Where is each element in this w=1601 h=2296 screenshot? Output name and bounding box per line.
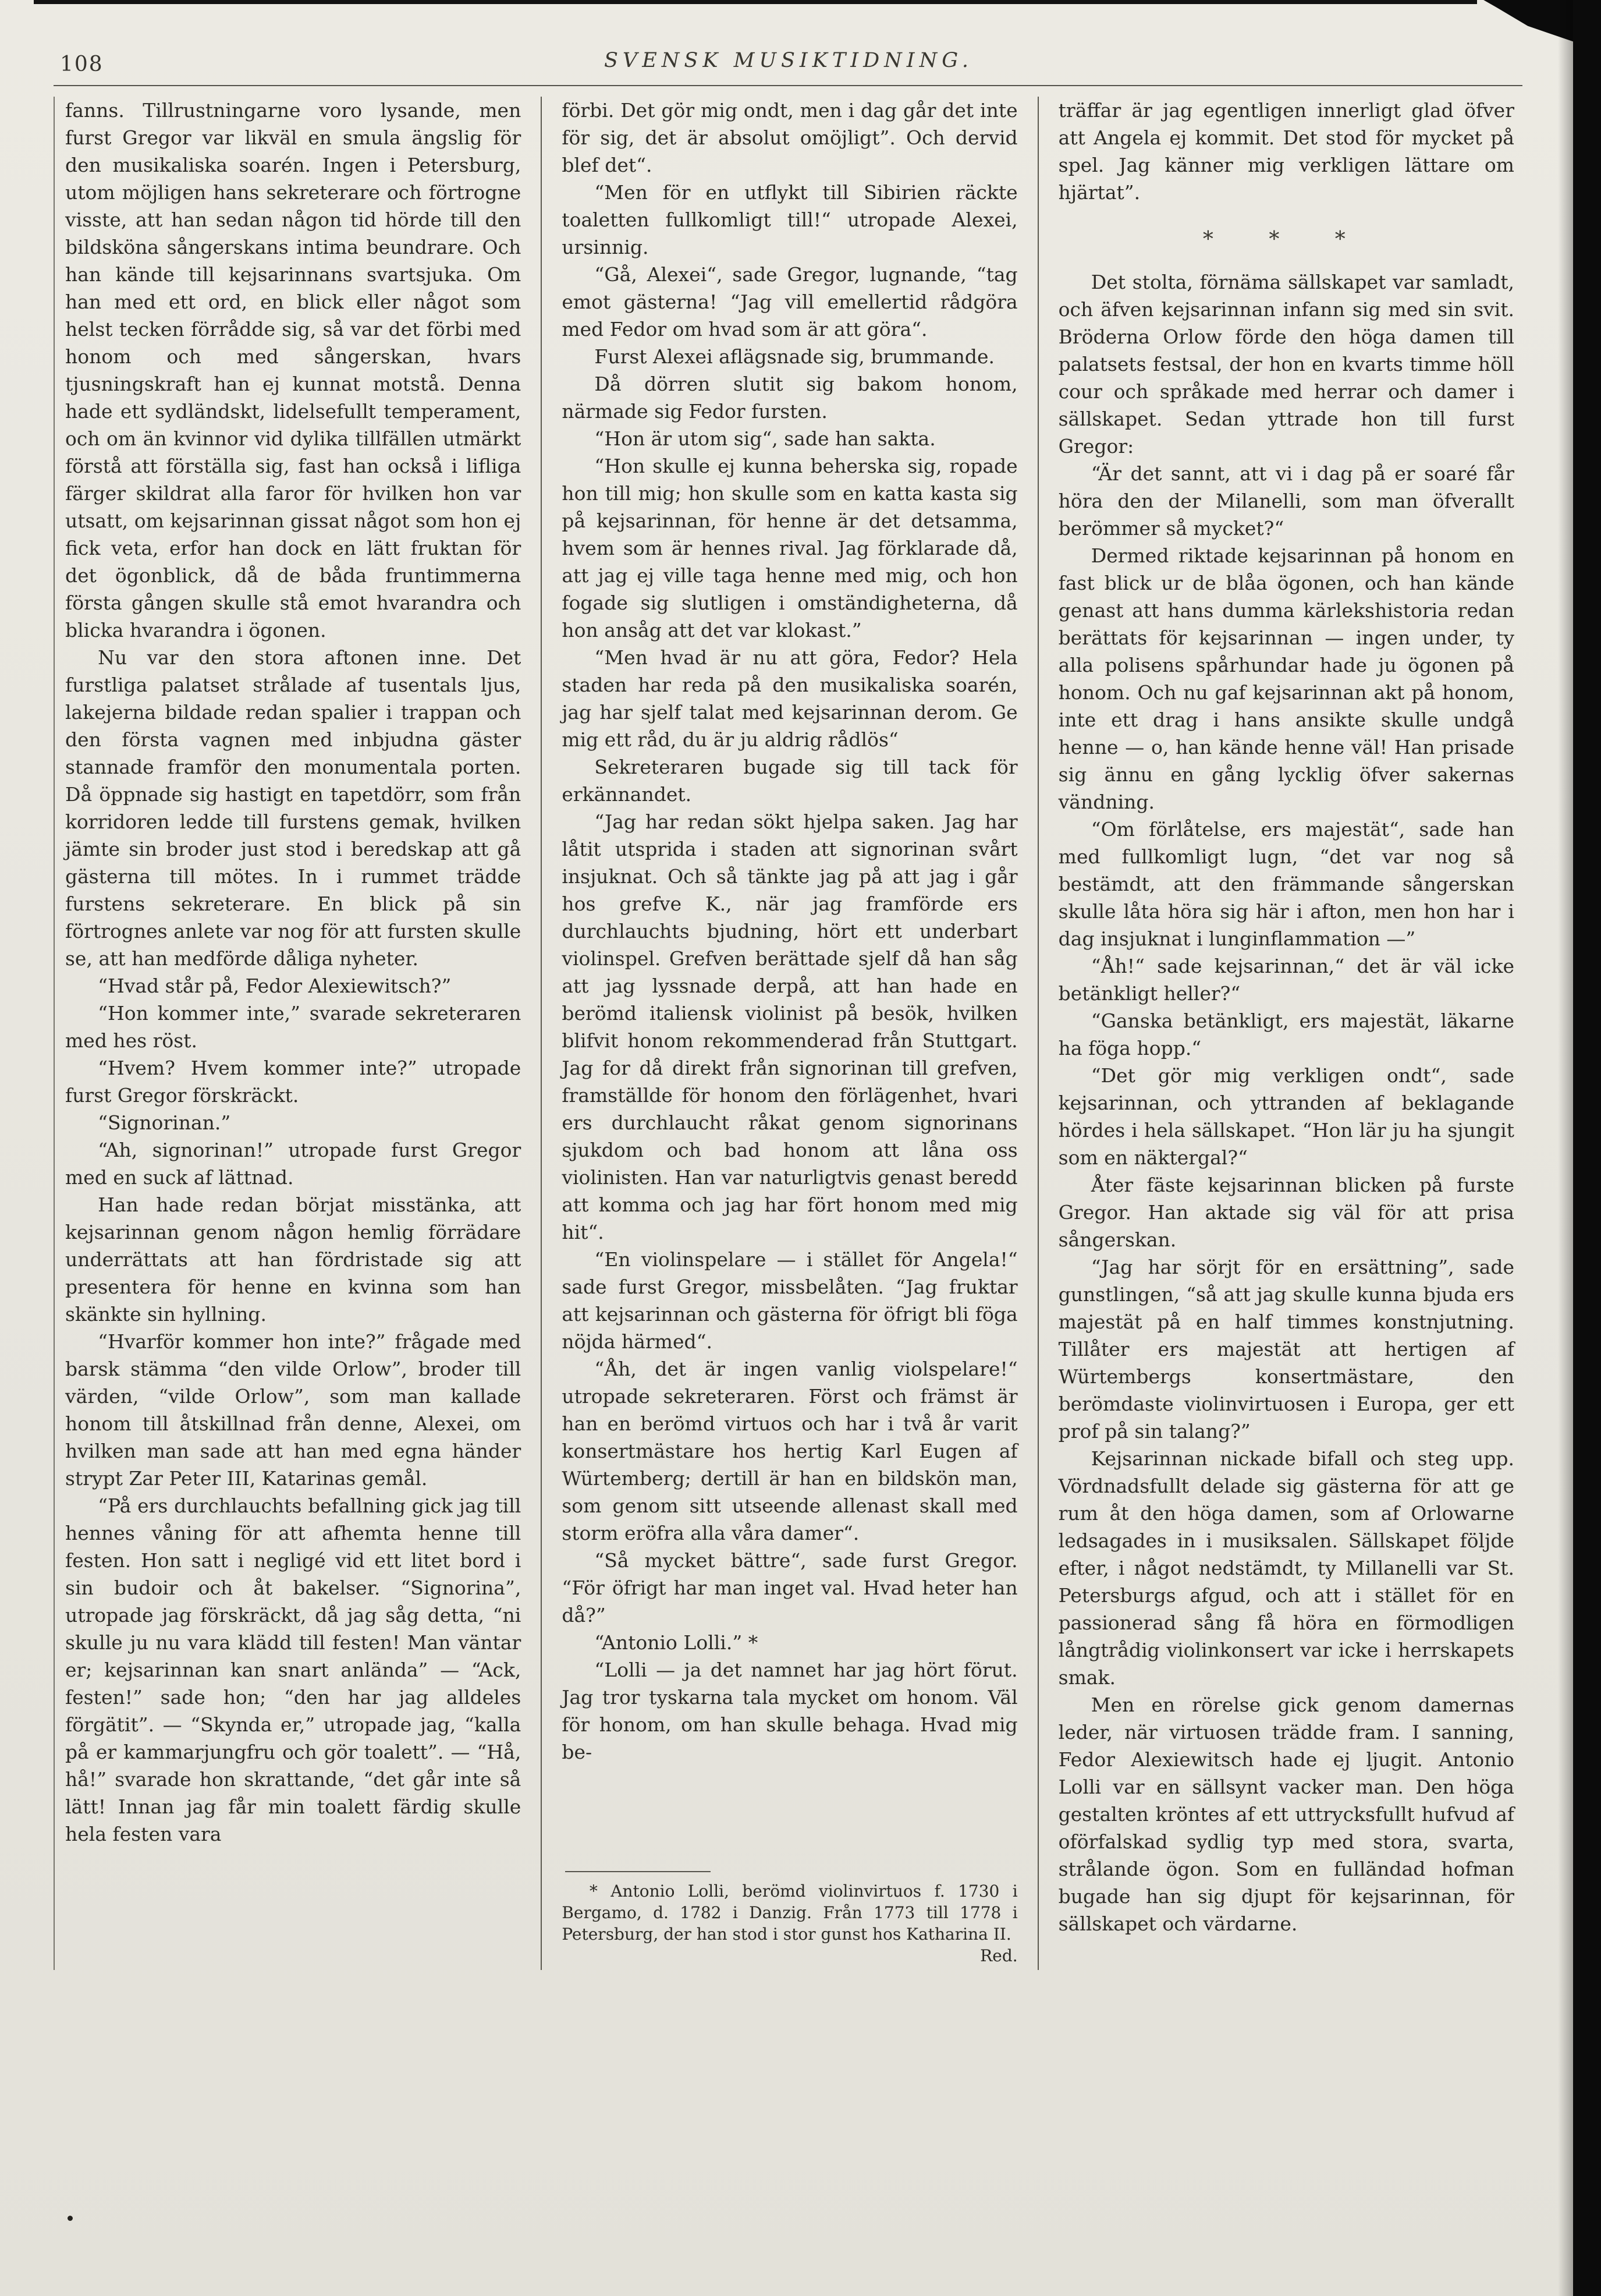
paragraph: Kejsarinnan nickade bifall och steg upp. Vördnadsfullt delade sig gästerna för att ge rum åt den höga damen, som af Orlowarne ledsagades in i musiksalen. Sällskapet följde efter, i något nedstämdt, ty Millanelli var St. Petersburgs afgud, och att i stället för en passionerad sång få höra en förmodligen långtrådig violinkonsert var icke i herrskapets smak.: [1058, 1447, 1514, 1689]
paragraph: “Hvad står på, Fedor Alexiewitsch?”: [98, 975, 452, 997]
footnote: [562, 1858, 1017, 1970]
paragraph: “Gå, Alexei“, sade Gregor, lugnande, “tag emot gästerna! “Jag vill emellertid rådgöra med Fedor om hvad som är att göra“.: [562, 263, 1018, 341]
paragraph: Men en rörelse gick genom damernas leder, när virtuosen trädde fram. I sanning, Fedor Alexiewitsch hade ej ljugit. Antonio Lolli var en sällsynt vacker man. Den höga gestalten kröntes af ett uttrycksfullt hufvud af oförfalskad sydlig typ med stora, svarta, strålande ögon. Som en fulländad hofman bugade han sig djupt för kejsarinnan, för sällskapet och värdarne.: [1058, 1693, 1514, 1935]
paragraph: Det stolta, förnäma sällskapet var samladt, och äfven kejsarinnan infann sig med sin svit. Bröderna Orlow förde den höga damen till palatsets festsal, der hon en kvarts timme höll cour och språkade med herrar och damer i sällskapet. Sedan yttrade hon till furst Gregor:: [1058, 271, 1514, 458]
paragraph: “Så mycket bättre“, sade furst Gregor. “För öfrigt har man inget val. Hvad heter han då?”: [562, 1549, 1018, 1627]
paragraph: “Hon skulle ej kunna beherska sig, ropade hon till mig; hon skulle som en katta kasta sig på kejsarinnan, för henne är det detsamma, hvem som är hennes rival. Jag förklarade då, att jag ej ville taga henne med mig, och hon fogade sig slutligen i omständigheterna, då hon ansåg att det var klokast.”: [562, 455, 1018, 642]
paragraph: “Men hvad är nu att göra, Fedor? Hela staden har reda på den musikaliska soarén, jag har sjelf talat med kejsarinnan derom. Ge mig ett råd, du är ju aldrig rådlös“: [562, 646, 1018, 751]
paragraph: “Hvem? Hvem kommer inte?” utropade furst Gregor förskräckt.: [65, 1057, 521, 1107]
paragraph: “En violinspelare — i stället för Angela!“ sade furst Gregor, missbelåten. “Jag fruktar att kejsarinnan och gästerna för öfrigt bli föga nöjda härmed“.: [562, 1248, 1018, 1353]
paragraph: “Hon är utom sig“, sade han sakta.: [594, 427, 936, 450]
column-2: [541, 97, 1037, 1970]
text-columns: [54, 97, 1522, 1970]
paragraph: “Åh, det är ingen vanlig violspelare!“ utropade sekreteraren. Först och främst är han en berömd virtuos och har i två år varit konsertmästare hos hertig Karl Eugen af Würtemberg; dertill är han en bildskön man, som genom sitt utseende allenast skall med storm eröfra alla våra damer“.: [562, 1358, 1018, 1544]
paragraph: träffar är jag egentligen innerligt glad öfver att Angela ej kommit. Det stod för mycket på spel. Jag känner mig verkligen lättare om hjärtat”.: [1058, 99, 1514, 204]
paragraph: “Jag har redan sökt hjelpa saken. Jag har låtit utsprida i staden att signorinan svårt insjuknat. Och så tänkte jag på att jag i går hos grefve K., när jag framförde ers durchlauchts bjudning, hört ett underbart violinspel. Grefven berättade sjelf då han såg att jag lyssnade derpå, att han hade en berömd italiensk violinist på besök, hvilken blifvit honom rekommenderad från Stuttgart. Jag for då direkt från signorinan till grefven, framställde för honom den förlägenhet, hvari ers durchlaucht råkat genom signorinans sjukdom och bad honom att låna oss violinisten. Han var naturligtvis genast beredd att komma och jag har fört honom med mig hit“.: [562, 810, 1018, 1243]
footnote-text: [562, 1880, 1018, 1965]
paragraph: “Åh!“ sade kejsarinnan,“ det är väl icke betänkligt heller?“: [1058, 955, 1514, 1005]
paragraph: Åter fäste kejsarinnan blicken på furste Gregor. Han aktade sig väl för att prisa sångerskan.: [1058, 1174, 1514, 1251]
paragraph: “Är det sannt, att vi i dag på er soaré får höra den der Milanelli, som man öfverallt berömmer så mycket?“: [1058, 462, 1514, 540]
scan-edge-top: [34, 0, 1477, 4]
paragraph: “Jag har sörjt för en ersättning”, sade gunstlingen, “så att jag skulle kunna bjuda ers majestät på en half timmes konstnjutning. Tillåter ers majestät att hertigen af Würtembergs konsertmästare, den berömdaste violinvirtuosen i Europa, ger ett prof på sin talang?”: [1058, 1256, 1514, 1443]
scan-artifact-dot: [68, 2216, 73, 2221]
paragraph: “Ganska betänkligt, ers majestät, läkarne ha föga hopp.“: [1058, 1009, 1514, 1060]
paragraph: “Antonio Lolli.” *: [594, 1631, 758, 1654]
scan-edge-right-shadow: [1558, 0, 1573, 2296]
paragraph: Då dörren slutit sig bakom honom, närmade sig Fedor fursten.: [562, 373, 1018, 423]
paragraph: “På ers durchlauchts befallning gick jag till hennes våning för att afhemta henne till festen. Hon satt i negligé vid ett litet bord i sin budoir och åt bakelser. “Signorina”, utropade jag förskräckt, då jag såg detta, “ni skulle ju nu vara klädd till festen! Man väntar er; kejsarinnan kan snart anlända” — “Ack, festen!” sade hon; “den har jag alldeles förgätit”. — “Skynda er,” utropade jag, “kalla på er kammarjungfru och gör toalett”. — “Hå, hå!” svarade hon skrattande, “det går inte så lätt! Innan jag får min toalett färdig skulle hela festen vara: [65, 1494, 521, 1845]
paragraph: Han hade redan börjat misstänka, att kejsarinnan genom någon hemlig förrädare underrättats att han fördristade sig att presentera för henne en kvinna som han skänkte sin hyllning.: [65, 1193, 521, 1326]
paragraph: * * *: [1202, 228, 1370, 251]
paragraph: “Lolli — ja det namnet har jag hört förut. Jag tror tyskarna tala mycket om honom. Väl för honom, om han skulle behaga. Hvad mig be-: [562, 1659, 1018, 1763]
paragraph: “Hvarför kommer hon inte?” frågade med barsk stämma “den vilde Orlow”, broder till värden, “vilde Orlow”, som man kallade honom till åtskillnad från denne, Alexei, om hvilken man sade att han med egna händer strypt Zar Peter III, Katarinas gemål.: [65, 1330, 521, 1490]
column-1: [55, 97, 541, 1970]
column-3: [1038, 97, 1522, 1970]
footnote-signature: Red.: [980, 1946, 1018, 1965]
footnote-rule: [565, 1871, 711, 1872]
paragraph: “Signorinan.”: [98, 1111, 231, 1134]
header-rule: [54, 85, 1522, 86]
column-2-body: [562, 97, 1017, 1858]
paragraph: “Hon kommer inte,” svarade sekreteraren med hes röst.: [65, 1002, 521, 1052]
paragraph: “Det gör mig verkligen ondt“, sade kejsarinnan, och yttranden af beklagande hördes i hela sällskapet. “Hon lär ju ha sjungit som en näktergal?“: [1058, 1064, 1514, 1169]
page-title: SVENSK MUSIKTIDNING.: [604, 49, 974, 72]
paragraph: Sekreteraren bugade sig till tack för erkännandet.: [562, 756, 1018, 806]
paragraph: “Ah, signorinan!” utropade furst Gregor med en suck af lättnad.: [65, 1139, 521, 1189]
footnote-body: * Antonio Lolli, berömd violinvirtuos f. 1730 i Bergamo, d. 1782 i Danzig. Från 1773 till 1778 i Petersburg, der han stod i stor gunst hos Katharina II.: [562, 1882, 1018, 1944]
page-header: [55, 49, 1522, 79]
paragraph: förbi. Det gör mig ondt, men i dag går det inte för sig, det är absolut omöjligt”. Och dervid blef det“.: [562, 99, 1018, 176]
paragraph: fanns. Tillrustningarne voro lysande, men furst Gregor var likväl en smula ängslig för den musikaliska soarén. Ingen i Petersburg, utom möjligen hans sekreterare och förtrogne visste, att han sedan någon tid hörde till den bildsköna sångerskans intima beundrare. Och han kände till kejsarinnans svartsjuka. Om han med ett ord, en blick eller något som helst tecken förrådde sig, så var det förbi med honom och med sångerskan, hvars tjusningskraft han ej kunnat motstå. Denna hade ett sydländskt, lidelsefullt temperament, och om än kvinnor vid dylika tillfällen utmärkt förstå att förställa sig, fast han också i lifliga färger skildrat alla faror för hvilken hon var utsatt, om kejsarinnan gissat något som hon ej fick veta, erfor han dock en lätt fruktan för det ögonblick, då de båda fruntimmerna första gången skulle stå emot hvarandra och blicka hvarandra i ögonen.: [65, 99, 521, 642]
paragraph: Nu var den stora aftonen inne. Det furstliga palatset strålade af tusentals ljus, lakejerna bildade redan spalier i trappan och den första vagnen med inbjudna gäster stannade framför den monumentala porten. Då öppnade sig hastigt en tapetdörr, som från korridoren ledde till furstens gemak, hvilken jämte sin broder just stod i beredskap att gå gästerna till mötes. In i rummet trädde furstens sekreterare. En blick på sin förtrognes anlete var nog för att fursten skulle se, att han medförde dåliga nyheter.: [65, 646, 521, 970]
paragraph: Dermed riktade kejsarinnan på honom en fast blick ur de blåa ögonen, och han kände genast att hans dumma kärlekshistoria redan berättats för kejsarinnan — ingen under, ty alla polisens spårhundar hade ju ögonen på honom. Och nu gaf kejsarinnan akt på honom, inte ett drag i hans ansikte skulle undgå henne — o, han kände henne väl! Han prisade sig ännu en gång lycklig öfver sakernas vändning.: [1058, 544, 1514, 813]
paragraph: Furst Alexei aflägsnade sig, brummande.: [594, 345, 995, 368]
page-number: 108: [60, 52, 104, 76]
paragraph: “Om förlåtelse, ers majestät“, sade han med fullkomligt lugn, “det var nog så bestämdt, att den främmande sångerskan skulle låta höra sig här i afton, men hon har i dag insjuknat i lunginflammation —”: [1058, 818, 1514, 950]
scan-edge-right: [1573, 0, 1601, 2296]
paragraph: “Men för en utflykt till Sibirien räckte toaletten fullkomligt till!“ utropade Alexei, ursinnig.: [562, 181, 1018, 258]
